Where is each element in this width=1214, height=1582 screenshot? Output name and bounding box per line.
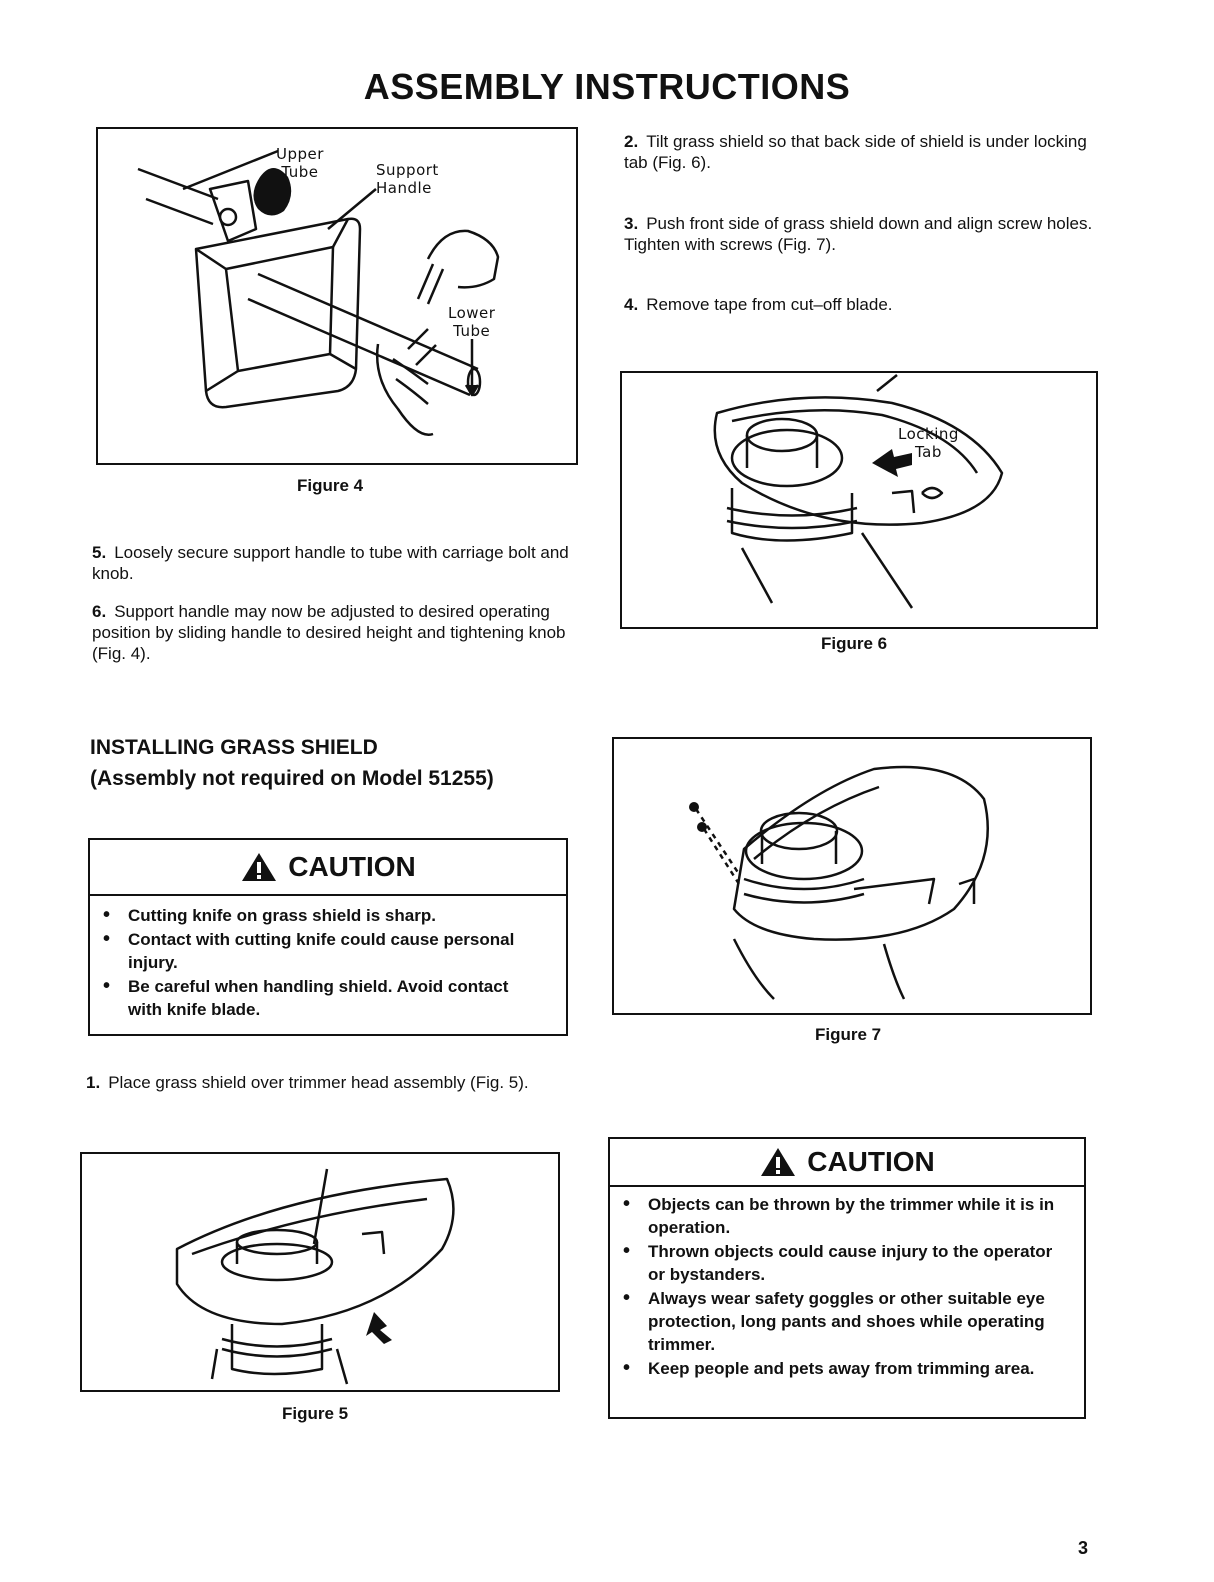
step-2-number: 2.: [624, 132, 639, 151]
caution-box-1: [88, 838, 568, 1036]
figure-7-illustration: [612, 737, 1092, 1015]
section-heading: [90, 732, 494, 794]
step-4-text: Remove tape from cut–off blade.: [646, 295, 893, 314]
caution-2-item: • Always wear safety goggles or other suitable eye protection, long pants and shoes while operating trimmer.: [610, 1287, 1070, 1356]
page-number: 3: [1077, 1538, 1088, 1558]
step-3-text: Push front side of grass shield down and align screw holes. Tighten with screws (Fig. 7).: [624, 214, 1093, 254]
locking-tab-drawing: [622, 373, 1096, 627]
figure-4-illustration: [96, 127, 578, 465]
step-1-text: Place grass shield over trimmer head assembly (Fig. 5).: [108, 1073, 529, 1092]
step-2-text: Tilt grass shield so that back side of shield is under locking tab (Fig. 6).: [624, 132, 1087, 172]
step-4-number: 4.: [624, 295, 639, 314]
caution-1-item: • Contact with cutting knife could cause personal injury.: [90, 928, 546, 974]
caution-1-item: • Be careful when handling shield. Avoid contact with knife blade.: [90, 975, 546, 1021]
label-upper-tube: Upper Tube: [276, 145, 324, 181]
support-handle-drawing: [98, 129, 576, 463]
section-title: INSTALLING GRASS SHIELD: [90, 736, 378, 759]
warning-triangle-icon: [759, 1146, 797, 1178]
caution-box-2: [608, 1137, 1086, 1419]
step-3: [624, 213, 1104, 255]
step-3-number: 3.: [624, 214, 639, 233]
step-5: [92, 542, 572, 584]
caution-header-1: [90, 840, 566, 896]
step-6-number: 6.: [92, 602, 107, 621]
warning-triangle-icon: [240, 851, 278, 883]
step-5-text: Loosely secure support handle to tube with carriage bolt and knob.: [92, 543, 569, 583]
figure-5-illustration: [80, 1152, 560, 1392]
label-lower-tube: Lower Tube: [448, 304, 496, 340]
step-6: [92, 601, 572, 664]
section-subtitle: (Assembly not required on Model 51255): [90, 767, 494, 790]
step-6-text: Support handle may now be adjusted to desired operating position by sliding handle to desired height and tightening knob (Fig. 4).: [92, 602, 566, 663]
caution-2-item: • Keep people and pets away from trimming area.: [610, 1357, 1070, 1380]
caution-label-1: CAUTION: [288, 851, 416, 882]
page-title: ASSEMBLY INSTRUCTIONS: [363, 66, 851, 107]
step-2: [624, 131, 1104, 173]
figure-7-caption: Figure 7: [815, 1025, 882, 1044]
step-1-number: 1.: [86, 1073, 101, 1092]
caution-2-item: • Objects can be thrown by the trimmer while it is in operation.: [610, 1193, 1070, 1239]
caution-list-2: [610, 1187, 1084, 1380]
grass-shield-placement-drawing: [82, 1154, 558, 1390]
step-5-number: 5.: [92, 543, 107, 562]
label-support-handle: Support Handle: [376, 161, 439, 197]
caution-2-item: • Thrown objects could cause injury to the operator or bystanders.: [610, 1240, 1070, 1286]
figure-6-caption: Figure 6: [821, 634, 888, 653]
step-4: [624, 294, 1104, 315]
label-locking-tab: Locking Tab: [898, 425, 959, 461]
caution-list-1: [90, 896, 566, 1021]
caution-label-2: CAUTION: [807, 1146, 935, 1177]
caution-1-item: • Cutting knife on grass shield is sharp.: [90, 904, 546, 927]
figure-5-caption: Figure 5: [282, 1404, 349, 1423]
step-1: [86, 1072, 556, 1093]
figure-6-illustration: [620, 371, 1098, 629]
shield-screws-drawing: [614, 739, 1090, 1013]
caution-header-2: [610, 1139, 1084, 1187]
figure-4-caption: Figure 4: [297, 476, 364, 495]
